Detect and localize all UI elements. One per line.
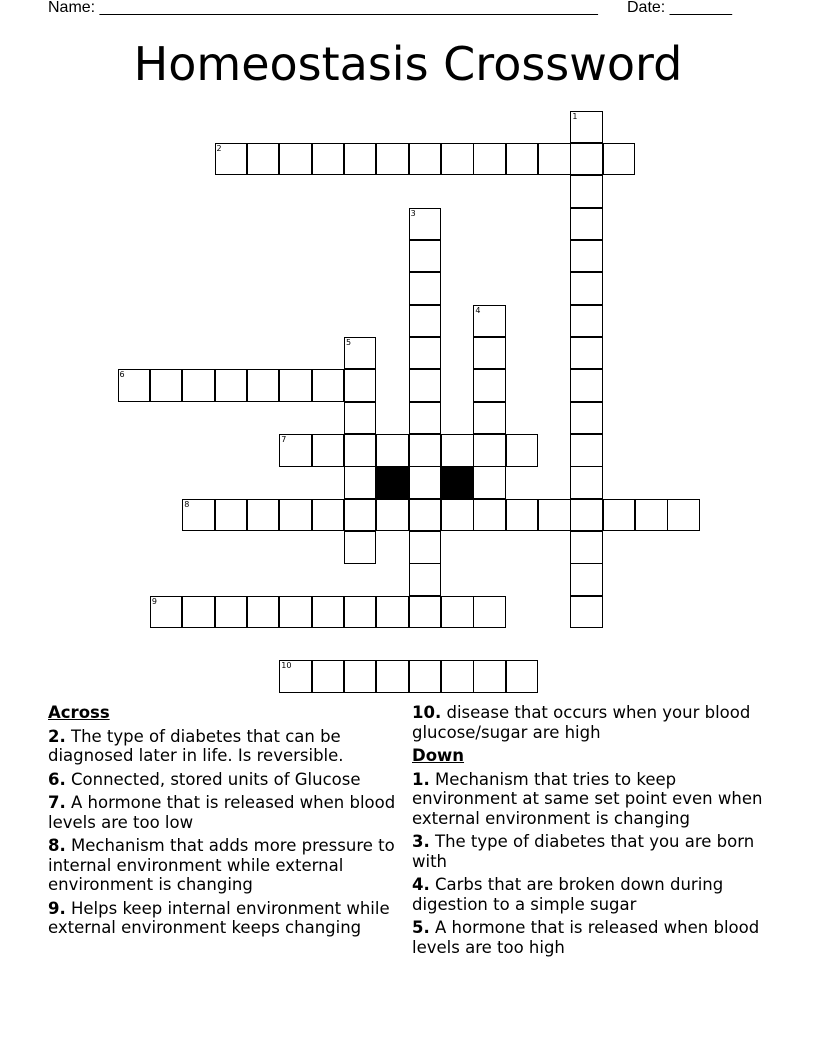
grid-cell[interactable] — [247, 143, 280, 176]
grid-cell[interactable] — [150, 369, 183, 402]
grid-cell[interactable] — [538, 143, 571, 176]
grid-cell[interactable] — [344, 337, 377, 370]
clue-text: The type of diabetes that you are born with — [412, 832, 755, 871]
grid-cell[interactable] — [570, 208, 603, 241]
clue-text: A hormone that is released when blood levels are too high — [412, 918, 760, 957]
grid-cell[interactable] — [312, 369, 345, 402]
grid-cell[interactable] — [441, 596, 474, 629]
grid-cell[interactable] — [279, 143, 312, 176]
grid-cell[interactable] — [667, 499, 700, 532]
grid-cell[interactable] — [473, 402, 506, 435]
grid-cell[interactable] — [376, 143, 409, 176]
grid-cell[interactable] — [570, 240, 603, 273]
grid-cell[interactable] — [570, 272, 603, 305]
clue-number-label: 9 — [151, 596, 157, 606]
grid-cell[interactable] — [344, 402, 377, 435]
grid-cell[interactable] — [409, 596, 442, 629]
grid-cell[interactable] — [409, 143, 442, 176]
grid-cell[interactable] — [441, 499, 474, 532]
grid-cell[interactable] — [473, 660, 506, 693]
clue-number: 10. — [412, 703, 442, 722]
clue-number-label: 8 — [184, 499, 190, 509]
grid-cell[interactable] — [344, 660, 377, 693]
clue-number: 5. — [412, 918, 430, 937]
grid-cell[interactable] — [312, 660, 345, 693]
clue-number-label: 7 — [281, 435, 287, 444]
grid-cell[interactable] — [118, 369, 151, 402]
grid-cell[interactable] — [570, 531, 603, 564]
date-field-label[interactable]: Date: _______ — [627, 0, 732, 16]
grid-cell[interactable] — [570, 466, 603, 499]
grid-cell[interactable] — [409, 272, 442, 305]
grid-cell[interactable] — [570, 499, 603, 532]
clue-text: Helps keep internal environment while external environment keeps changing — [48, 898, 390, 937]
clue-down-1 — [412, 770, 764, 829]
page-title: Homeostasis Crossword — [133, 37, 683, 91]
grid-cell[interactable] — [473, 596, 506, 629]
grid-cell[interactable] — [279, 499, 312, 532]
grid-cell[interactable] — [344, 596, 377, 629]
clue-number: 1. — [412, 769, 430, 789]
grid-cell[interactable] — [570, 369, 603, 402]
clue-text: Mechanism that tries to keep environment at same set point even when external environment is changing — [412, 769, 763, 828]
grid-cell[interactable] — [506, 143, 539, 176]
grid-cell[interactable] — [247, 499, 280, 532]
grid-cell[interactable] — [182, 499, 215, 532]
clue-text: Connected, stored units of Glucose — [71, 769, 361, 789]
grid-cell[interactable] — [570, 434, 603, 467]
grid-cell[interactable] — [376, 596, 409, 629]
grid-cell[interactable] — [538, 499, 571, 532]
grid-cell[interactable] — [312, 596, 345, 629]
down-heading: Down — [412, 746, 465, 765]
clue-text: disease that occurs when your blood glucose/sugar are high — [412, 703, 751, 742]
clue-number: 3. — [412, 832, 430, 851]
grid-cell[interactable] — [247, 369, 280, 402]
clues-right-column — [412, 703, 764, 961]
grid-cell[interactable] — [409, 660, 442, 693]
grid-cell[interactable] — [409, 240, 442, 273]
grid-cell[interactable] — [344, 499, 377, 532]
clue-number-label: 10 — [281, 661, 292, 671]
grid-cell[interactable] — [473, 466, 506, 499]
grid-cell[interactable] — [603, 143, 636, 176]
grid-cell[interactable] — [409, 531, 442, 564]
grid-cell[interactable] — [635, 499, 668, 532]
grid-cell[interactable] — [247, 596, 280, 629]
grid-cell[interactable] — [473, 369, 506, 402]
grid-cell[interactable] — [344, 369, 377, 402]
clue-number: 9. — [48, 898, 66, 918]
grid-cell[interactable] — [603, 499, 636, 532]
grid-cell[interactable] — [279, 660, 312, 693]
grid-cell[interactable] — [409, 208, 442, 241]
clue-number-label: 6 — [119, 370, 125, 380]
clue-number: 7. — [48, 793, 66, 812]
clue-across-9 — [48, 899, 400, 938]
grid-cell[interactable] — [409, 369, 442, 402]
grid-cell[interactable] — [215, 499, 248, 532]
grid-cell[interactable] — [312, 434, 345, 467]
grid-cell[interactable] — [473, 305, 506, 338]
grid-cell-black — [441, 466, 474, 499]
grid-cell[interactable] — [473, 143, 506, 176]
grid-cell[interactable] — [344, 434, 377, 467]
across-heading: Across — [48, 703, 110, 722]
grid-cell[interactable] — [570, 143, 603, 176]
grid-cell[interactable] — [506, 499, 539, 532]
grid-cell[interactable] — [344, 531, 377, 564]
grid-cell[interactable] — [570, 175, 603, 208]
clue-across-2 — [48, 727, 400, 766]
grid-cell[interactable] — [376, 499, 409, 532]
grid-cell-black — [376, 466, 409, 499]
grid-cell[interactable] — [409, 466, 442, 499]
grid-cell[interactable] — [312, 499, 345, 532]
clue-number-label: 1 — [572, 111, 578, 121]
clue-text: Mechanism that adds more pressure to internal environment while external environment is changing — [48, 836, 395, 894]
clue-number-label: 5 — [345, 337, 352, 347]
clue-number: 6. — [48, 769, 66, 789]
clue-number: 2. — [48, 726, 66, 746]
grid-cell[interactable] — [409, 563, 442, 596]
clue-number: 4. — [412, 875, 430, 894]
grid-cell[interactable] — [279, 596, 312, 629]
grid-cell[interactable] — [344, 466, 377, 499]
clue-across-7 — [48, 793, 400, 832]
grid-cell[interactable] — [473, 337, 506, 370]
clue-text: The type of diabetes that can be diagnosed later in life. Is reversible. — [48, 726, 344, 765]
clue-text: Carbs that are broken down during digestion to a simple sugar — [412, 875, 724, 914]
grid-cell[interactable] — [215, 143, 248, 176]
grid-cell[interactable] — [570, 111, 603, 144]
grid-cell[interactable] — [376, 434, 409, 467]
grid-cell[interactable] — [376, 660, 409, 693]
grid-cell[interactable] — [182, 369, 215, 402]
grid-cell[interactable] — [409, 337, 442, 370]
clue-across-10 — [412, 703, 764, 742]
grid-cell[interactable] — [409, 402, 442, 435]
grid-cell[interactable] — [312, 143, 345, 176]
clue-down-3 — [412, 832, 764, 871]
grid-cell[interactable] — [279, 369, 312, 402]
grid-cell[interactable] — [182, 596, 215, 629]
grid-cell[interactable] — [506, 434, 539, 467]
clue-number: 8. — [48, 836, 66, 855]
clue-number-label: 4 — [475, 305, 481, 315]
grid-cell[interactable] — [409, 305, 442, 338]
grid-cell[interactable] — [570, 596, 603, 629]
clue-down-5 — [412, 918, 764, 957]
grid-cell[interactable] — [441, 434, 474, 467]
grid-cell[interactable] — [570, 337, 603, 370]
grid-cell[interactable] — [473, 499, 506, 532]
grid-cell[interactable] — [441, 660, 474, 693]
clue-text: A hormone that is released when blood levels are too low — [48, 793, 396, 832]
grid-cell[interactable] — [215, 369, 248, 402]
clue-across-8 — [48, 836, 400, 895]
grid-cell[interactable] — [279, 434, 312, 467]
clue-number-label: 2 — [216, 143, 222, 153]
clue-down-4 — [412, 875, 764, 914]
grid-cell[interactable] — [570, 563, 603, 596]
grid-cell[interactable] — [409, 499, 442, 532]
clues-left-column — [48, 703, 400, 942]
name-field-label[interactable]: Name: ________________________________________________________ — [48, 0, 598, 16]
grid-cell[interactable] — [506, 660, 539, 693]
grid-cell[interactable] — [344, 143, 377, 176]
grid-cell[interactable] — [473, 434, 506, 467]
grid-cell[interactable] — [570, 402, 603, 435]
grid-cell[interactable] — [409, 434, 442, 467]
grid-cell[interactable] — [570, 305, 603, 338]
clue-number-label: 3 — [410, 208, 416, 218]
grid-cell[interactable] — [215, 596, 248, 629]
clue-across-6 — [48, 770, 400, 790]
grid-cell[interactable] — [441, 143, 474, 176]
grid-cell[interactable] — [150, 596, 183, 629]
